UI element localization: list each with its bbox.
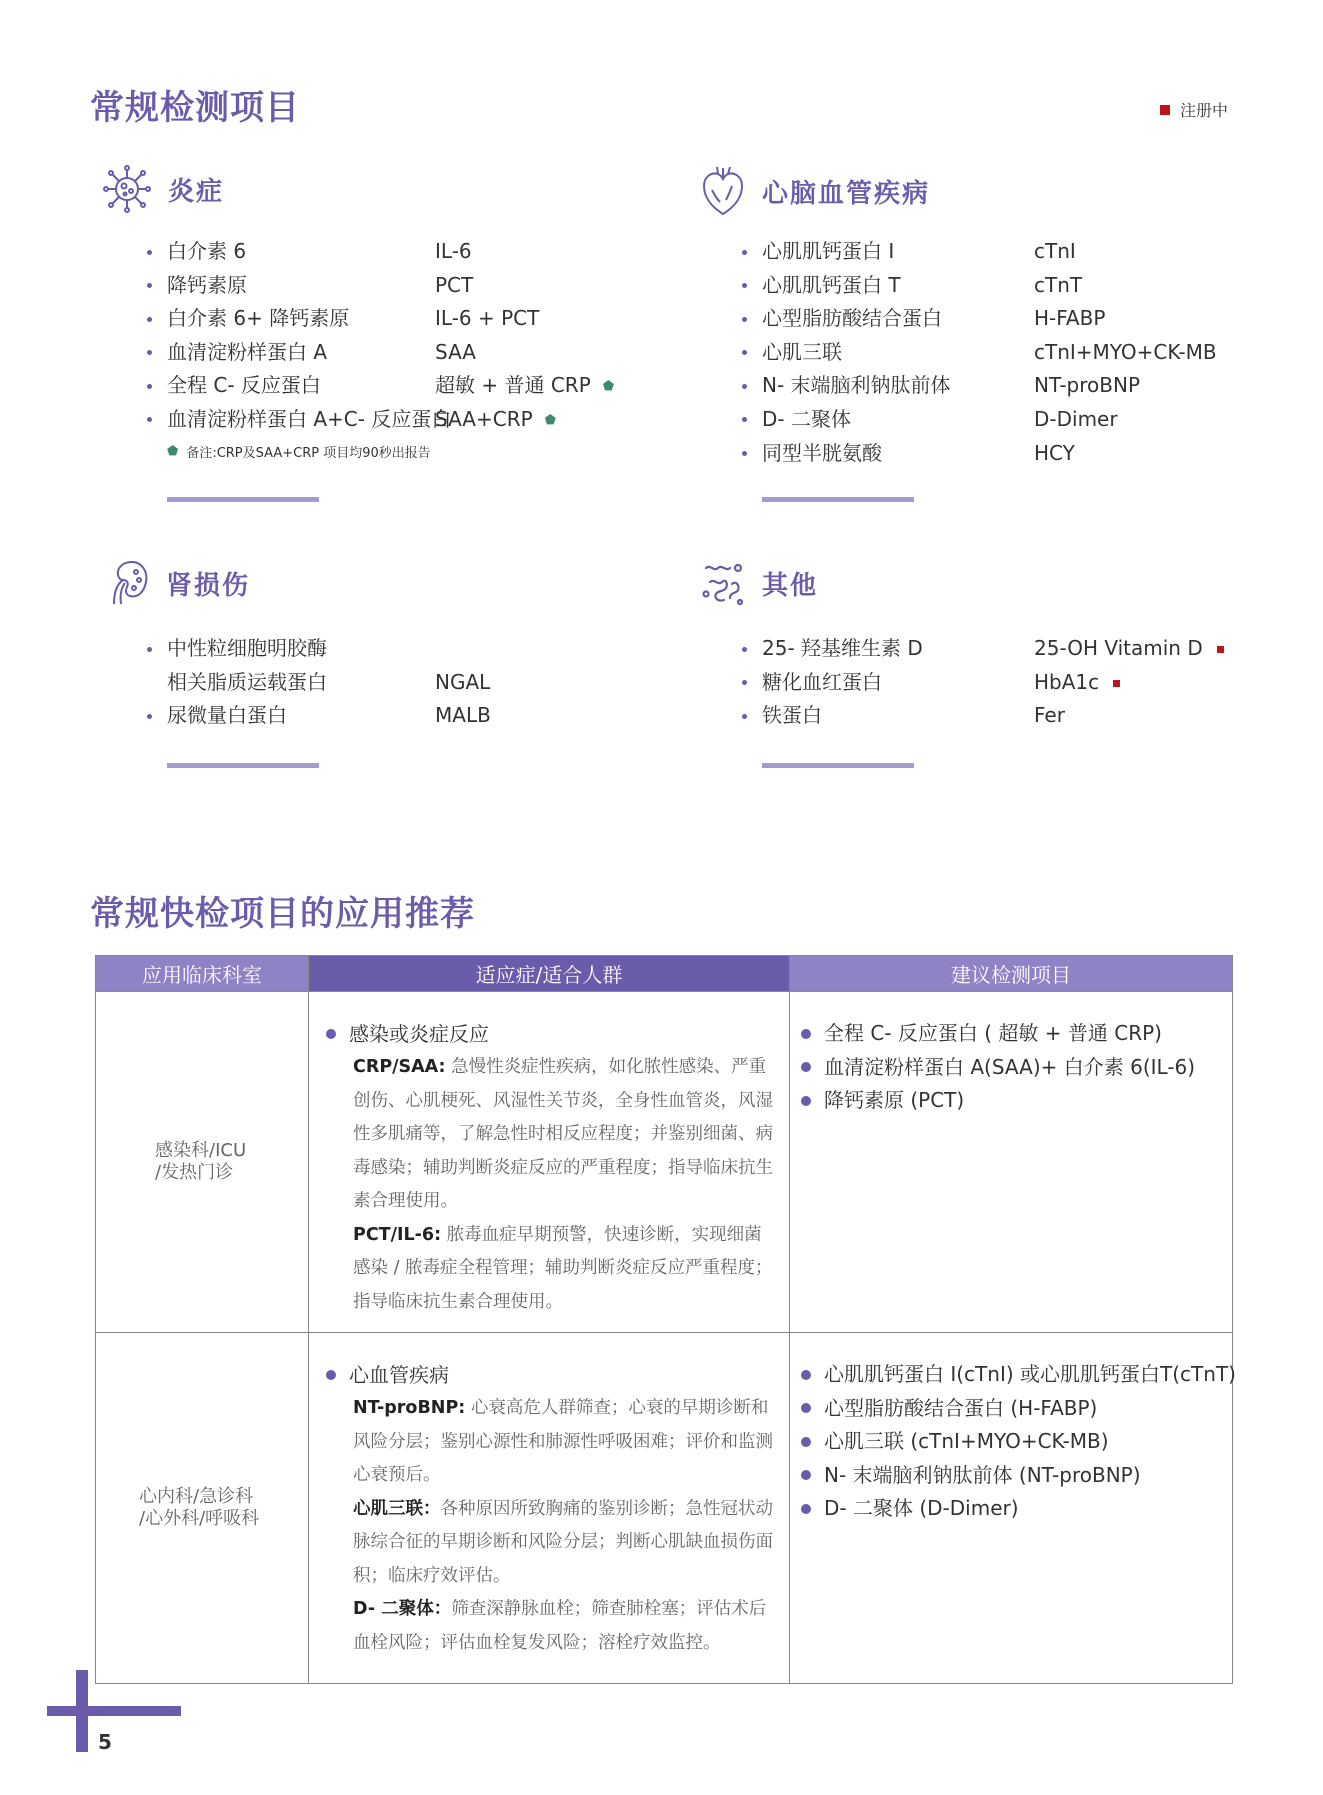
item-name: N- 末端脑利钠肽前体 <box>762 373 951 398</box>
item-abbr: IL-6 <box>435 239 472 263</box>
item-abbr: H-FABP <box>1034 306 1106 331</box>
item-name: 尿微量白蛋白 <box>167 703 287 728</box>
bacteria-icon <box>700 560 746 606</box>
indication-paragraph: NT-proBNP: 心衰高危人群筛查；心衰的早期诊断和风险分层；鉴别心源性和肺源性呼吸困难；评价和监测心衰预后。 <box>353 1398 773 1485</box>
column-header: 建议检测项目 <box>790 956 1233 992</box>
indication-paragraph: CRP/SAA: 急慢性炎症性疾病，如化脓性感染、严重创伤、心肌梗死、风湿性关节炎，全身性血管炎，风湿性多肌痛等，了解急性时相反应程度；并鉴别细菌、病毒感染；辅助判断炎症反应的严重程度；指导临床抗生素合理使用。 <box>353 1057 773 1211</box>
indication-paragraph: PCT/IL-6: 脓毒血症早期预警，快速诊断，实现细菌感染 / 脓毒症全程管理；辅助判断炎症反应严重程度；指导临床抗生素合理使用。 <box>353 1224 773 1312</box>
legend-label: 注册中 <box>1180 101 1229 120</box>
registered-marker-icon <box>1160 105 1170 115</box>
section-title: 心脑血管疾病 <box>762 178 931 209</box>
bullet-icon <box>326 1029 336 1039</box>
item-name: 降钙素原 <box>167 272 247 297</box>
item-abbr: cTnI <box>1034 239 1076 263</box>
table-header-row <box>96 956 1233 992</box>
list-item <box>762 699 1242 733</box>
recommendation-item: 心肌肌钙蛋白 I(cTnI) 或心肌肌钙蛋白T(cTnT) <box>801 1358 1227 1392</box>
item-abbr: MALB <box>435 703 491 728</box>
plus-ornament-horizontal <box>47 1706 181 1716</box>
item-abbr: D-Dimer <box>1034 406 1118 431</box>
section-title: 其他 <box>762 570 819 601</box>
item-abbr: NT-proBNP <box>1034 373 1141 398</box>
list-item <box>167 369 627 403</box>
item-name: 糖化血红蛋白 <box>762 669 882 694</box>
indication-paragraph: D- 二聚体：筛查深静脉血栓；筛查肺栓塞；评估术后血栓风险；评估血栓复发风险；溶栓疗效监控。 <box>353 1599 767 1653</box>
item-name: 白介素 6+ 降钙素原 <box>167 306 350 331</box>
item-name: 血清淀粉样蛋白 A+C- 反应蛋白 <box>167 406 452 431</box>
item-name: 白介素 6 <box>167 239 247 263</box>
item-abbr: Fer <box>1034 703 1065 728</box>
list-item <box>762 302 1222 336</box>
list-item <box>762 336 1222 370</box>
section-header-kidney <box>106 558 250 608</box>
section-header-other <box>700 560 818 606</box>
page-title: 常规检测项目 <box>90 88 300 128</box>
item-abbr: HCY <box>1034 440 1075 465</box>
department-cell <box>96 1333 309 1684</box>
indication-title: 心血管疾病 <box>326 1358 774 1392</box>
list-item-continuation <box>167 666 627 700</box>
indication-paragraph: 心肌三联：各种原因所致胸痛的鉴别诊断；急性冠状动脉综合征的早期诊断和风险分层；判断心肌缺血损伤面积；临床疗效评估。 <box>353 1498 773 1586</box>
virus-icon <box>102 164 152 214</box>
column-header: 应用临床科室 <box>96 956 309 992</box>
heart-icon <box>700 164 746 218</box>
item-abbr: 25-OH Vitamin D <box>1034 636 1203 660</box>
department-cell <box>96 992 309 1333</box>
item-name: 血清淀粉样蛋白 A <box>167 339 328 364</box>
section-title: 肾损伤 <box>166 570 251 601</box>
item-abbr: 超敏 + 普通 CRP <box>435 373 591 398</box>
item-name: D- 二聚体 <box>762 406 851 431</box>
item-name: 铁蛋白 <box>762 703 822 728</box>
item-abbr: NGAL <box>435 669 491 694</box>
item-abbr: HbA1c <box>1034 669 1100 694</box>
section-title: 炎症 <box>168 176 225 207</box>
recommendation-item: 心肌三联 (cTnI+MYO+CK-MB) <box>801 1425 1227 1459</box>
item-name: 同型半胱氨酸 <box>762 440 882 465</box>
recommendation-item: 心型脂肪酸结合蛋白 (H-FABP) <box>801 1392 1227 1426</box>
registered-marker-icon <box>1217 646 1224 653</box>
table-row <box>96 1333 1233 1684</box>
recommendation-cell <box>790 992 1233 1333</box>
bullet-icon <box>801 1029 811 1039</box>
indication-cell <box>309 1333 790 1684</box>
divider <box>762 497 914 502</box>
department-line: 感染科/ICU <box>155 1140 247 1161</box>
footnote <box>167 442 431 461</box>
item-name: 全程 C- 反应蛋白 <box>167 373 321 398</box>
list-item <box>762 269 1222 303</box>
list-item <box>762 369 1222 403</box>
list-item <box>167 699 627 733</box>
list-other <box>762 632 1242 733</box>
item-name: 心型脂肪酸结合蛋白 <box>762 306 942 331</box>
list-item <box>167 403 627 437</box>
bullet-icon <box>801 1437 811 1447</box>
list-item <box>762 235 1222 269</box>
bullet-icon <box>801 1062 811 1072</box>
item-abbr: cTnI+MYO+CK-MB <box>1034 339 1217 364</box>
fast-report-marker-icon: ⬟ <box>602 379 615 395</box>
recommendation-cell <box>790 1333 1236 1684</box>
divider <box>167 763 319 768</box>
indication-title: 感染或炎症反应 <box>326 1017 774 1051</box>
list-item <box>167 336 627 370</box>
fast-report-marker-icon: ⬟ <box>544 412 556 428</box>
list-item <box>167 269 627 303</box>
item-name: 相关脂质运载蛋白 <box>167 669 327 694</box>
footnote-text: 备注:CRP及SAA+CRP 项目均90秒出报告 <box>186 446 431 461</box>
section-header-inflammation <box>102 164 224 214</box>
item-name: 心肌肌钙蛋白 I <box>762 239 895 263</box>
fast-report-marker-icon: ⬟ <box>167 444 179 459</box>
list-item <box>762 666 1242 700</box>
list-item <box>762 632 1242 666</box>
list-item <box>167 302 627 336</box>
recommendation-item: N- 末端脑利钠肽前体 (NT-proBNP) <box>801 1459 1227 1493</box>
kidney-icon <box>106 558 150 608</box>
list-item <box>167 632 627 666</box>
item-name: 中性粒细胞明胶酶 <box>167 636 327 660</box>
page-number: 5 <box>98 1730 112 1754</box>
section-heading-application: 常规快检项目的应用推荐 <box>90 894 475 934</box>
item-abbr: cTnT <box>1034 272 1083 297</box>
divider <box>167 497 319 502</box>
divider <box>762 763 914 768</box>
legend <box>1160 98 1228 121</box>
item-abbr: SAA <box>435 339 476 364</box>
recommendation-item: D- 二聚体 (D-Dimer) <box>801 1492 1227 1526</box>
list-cardio <box>762 235 1222 470</box>
list-item <box>762 437 1222 471</box>
section-header-cardio <box>700 164 930 218</box>
table-row <box>96 992 1233 1333</box>
indication-cell <box>309 992 790 1333</box>
list-kidney <box>167 632 627 733</box>
bullet-icon <box>801 1370 811 1380</box>
department-line: /发热门诊 <box>155 1162 234 1183</box>
item-abbr: PCT <box>435 272 474 297</box>
application-table <box>95 955 1236 1684</box>
item-name: 心肌肌钙蛋白 T <box>762 272 901 297</box>
list-item <box>167 235 627 269</box>
department-line: 心内科/急诊科 <box>139 1486 254 1507</box>
bullet-icon <box>801 1470 811 1480</box>
recommendation-item: 降钙素原 (PCT) <box>801 1084 1227 1118</box>
bullet-icon <box>801 1504 811 1514</box>
list-item <box>762 403 1222 437</box>
bullet-icon <box>801 1403 811 1413</box>
column-header: 适应症/适合人群 <box>309 956 790 992</box>
bullet-icon <box>326 1370 336 1380</box>
registered-marker-icon <box>1113 680 1120 687</box>
item-name: 25- 羟基维生素 D <box>762 636 923 660</box>
item-abbr: SAA+CRP <box>435 406 533 431</box>
department-line: /心外科/呼吸科 <box>139 1508 260 1529</box>
recommendation-item: 全程 C- 反应蛋白 ( 超敏 + 普通 CRP) <box>801 1017 1227 1051</box>
item-abbr: IL-6 + PCT <box>435 306 540 331</box>
item-name: 心肌三联 <box>762 339 842 364</box>
bullet-icon <box>801 1096 811 1106</box>
recommendation-item: 血清淀粉样蛋白 A(SAA)+ 白介素 6(IL-6) <box>801 1051 1227 1085</box>
list-inflammation <box>167 235 627 437</box>
